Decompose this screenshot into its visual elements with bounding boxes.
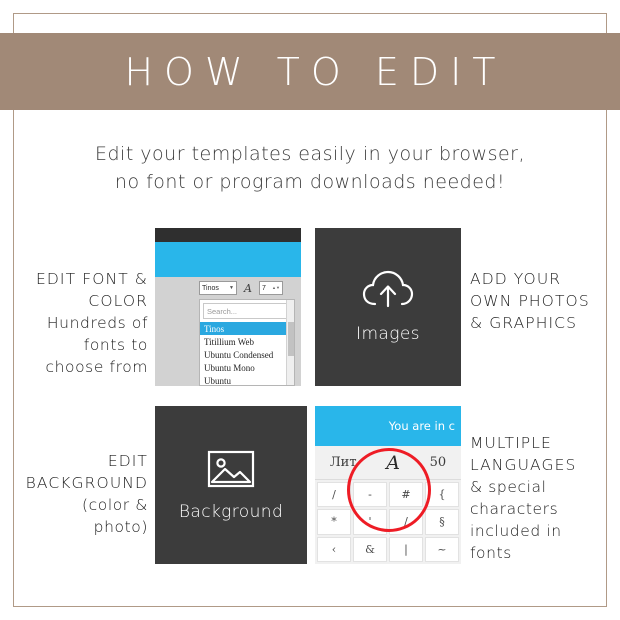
font-family-value: Tinos [202,284,219,292]
keyboard-suggestion-2[interactable]: 50 [429,455,447,470]
subtitle-line-2: no font or program downloads needed! [114,171,506,193]
keyboard-key[interactable]: # [389,482,423,507]
caption-font-heading-2: COLOR [88,292,148,310]
keyboard-key[interactable]: * [317,509,351,534]
keyboard-app-banner [315,406,461,446]
font-list-item-0[interactable]: Tinos [200,322,294,335]
caption-lang-body-2: characters [470,500,559,518]
keyboard-key[interactable]: & [353,537,387,562]
caption-bg-heading-2: BACKGROUND [25,474,148,492]
keyboard-key[interactable]: / [389,509,423,534]
stepper-arrows-icon[interactable]: ▲▼ [272,285,280,290]
text-style-icon[interactable]: A [244,281,252,295]
keyboard-suggestion-0[interactable]: Лит [329,455,357,470]
background-panel[interactable] [155,406,307,564]
font-list-item-3[interactable]: Ubuntu Mono [204,362,255,373]
font-list[interactable] [200,322,294,386]
font-family-select[interactable] [199,281,237,295]
background-panel-label: Background [178,502,284,522]
font-list-scrollbar[interactable] [286,300,294,385]
font-size-stepper[interactable] [259,281,283,295]
app-titlebar [155,228,301,242]
images-panel[interactable] [315,228,461,386]
caption-photos-heading-1: ADD YOUR [470,270,562,288]
caption-edit-background [8,450,148,538]
caption-font-body-3: choose from [45,358,148,376]
banner [0,33,620,110]
keyboard-banner-text: You are in c [388,419,455,433]
caption-font-heading-1: EDIT FONT & [36,270,148,288]
canvas-left-margin [155,299,199,386]
cloud-upload-icon [362,270,414,312]
image-icon [207,448,255,490]
caption-bg-body-2: photo) [93,518,148,536]
subtitle [0,140,620,196]
page-title: HOW TO EDIT [124,49,507,94]
caption-edit-font-color [18,268,148,378]
font-list-item-2[interactable]: Ubuntu Condensed [204,349,274,360]
caption-lang-body-4: fonts [470,544,512,562]
caption-bg-heading-1: EDIT [107,452,148,470]
caption-lang-body-3: included in [470,522,562,540]
keyboard-panel[interactable] [315,406,461,564]
keyboard-key[interactable]: | [389,537,423,562]
caption-lang-heading-1: MULTIPLE [470,434,552,452]
caption-add-photos [470,268,615,334]
keyboard-key[interactable]: { [425,482,459,507]
caption-photos-heading-3: & GRAPHICS [470,314,578,332]
caption-bg-body-1: (color & [81,496,148,514]
images-panel-label: Images [356,324,420,344]
chevron-down-icon: ▼ [229,285,234,291]
app-header-blue [155,242,301,277]
caption-lang-heading-2: LANGUAGES [470,456,577,474]
caption-photos-heading-2: OWN PHOTOS [470,292,590,310]
font-picker-panel[interactable] [155,228,301,386]
keyboard-key[interactable]: / [317,482,351,507]
font-toolbar[interactable] [155,277,301,299]
caption-font-body-1: Hundreds of [46,314,148,332]
caption-lang-body-1: & special [470,478,547,496]
caption-multiple-languages [470,432,620,564]
font-size-value: 7 [261,284,266,292]
font-search-input[interactable]: Search... [203,303,291,319]
subtitle-line-1: Edit your templates easily in your browser, [94,143,526,165]
keyboard-key[interactable]: ' [353,509,387,534]
keyboard-key[interactable]: - [353,482,387,507]
keyboard-suggestion-1[interactable]: A [386,451,400,474]
keyboard-key[interactable]: § [425,509,459,534]
scrollbar-thumb[interactable] [288,322,294,356]
keyboard-key[interactable]: ‹ [317,537,351,562]
highlight-circle-annotation [347,448,431,532]
font-list-item-4[interactable]: Ubuntu [204,375,231,386]
caption-font-body-2: fonts to [83,336,148,354]
keyboard-key[interactable]: ~ [425,537,459,562]
font-dropdown[interactable] [199,299,295,386]
font-list-item-1[interactable]: Titillium Web [204,336,255,347]
